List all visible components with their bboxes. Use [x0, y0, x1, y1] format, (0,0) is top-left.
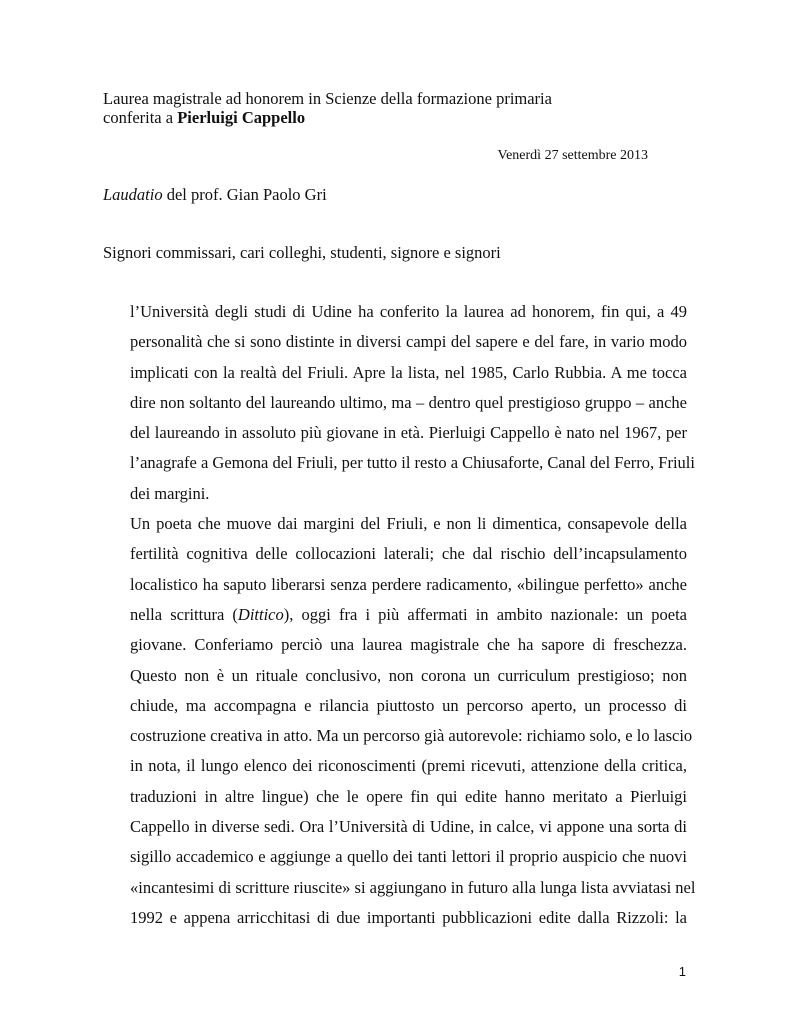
honoree-name: Pierluigi Cappello	[177, 108, 306, 127]
paragraph-2-line: giovane. Conferiamo perciò una laurea magistrale che ha sapore di freschezza.	[130, 635, 687, 655]
paragraph-2-line: 1992 e appena arricchitasi di due importanti pubblicazioni edite dalla Rizzoli: la	[130, 907, 687, 927]
document-title-line-1: Laurea magistrale ad honorem in Scienze della formazione primaria	[103, 89, 552, 108]
paragraph-2-line	[103, 600, 687, 630]
salutation: Signori commissari, cari colleghi, studenti, signore e signori	[103, 243, 501, 262]
paragraph-1-line: dire non soltanto del laureando ultimo, ma – dentro quel prestigioso gruppo – anche	[130, 392, 687, 412]
paragraph-2-line: fertilità cognitiva delle collocazioni laterali; che dal rischio dell’incapsulamento	[130, 544, 687, 564]
title-prefix: conferita a	[103, 108, 178, 127]
laudatio-heading	[103, 185, 327, 205]
page-number: 1	[678, 964, 686, 979]
paragraph-2-line: costruzione creativa in atto. Ma un percorso già autorevole: richiamo solo, e lo lascio	[130, 726, 693, 746]
paragraph-2-line: in nota, il lungo elenco dei riconoscimenti (premi ricevuti, attenzione della critica,	[130, 756, 687, 776]
line-segment: ), oggi fra i più affermati in ambito nazionale: un poeta	[283, 604, 687, 624]
paragraph-1-line: dei margini.	[130, 483, 210, 503]
paragraph-2-line: localistico ha saputo liberarsi senza perdere radicamento, «bilingue perfetto» anche	[130, 574, 687, 594]
document-date: Venerdì 27 settembre 2013	[497, 148, 648, 163]
paragraph-1-line: l’Università degli studi di Udine ha conferito la laurea ad honorem, fin qui, a 49	[130, 302, 687, 321]
paragraph-1-line: personalità che si sono distinte in diversi campi del sapere e del fare, in vario modo	[130, 332, 687, 352]
laudatio-word: Laudatio	[103, 185, 163, 204]
body-text	[103, 297, 696, 933]
paragraph-2-line: traduzioni in altre lingue) che le opere fin qui edite hanno meritato a Pierluigi	[130, 786, 687, 806]
paragraph-2-line: chiude, ma accompagna e rilancia piuttosto un percorso aperto, un processo di	[130, 695, 687, 715]
paragraph-2-line: «incantesimi di scritture riuscite» si aggiungano in futuro alla lunga lista avviatasi nel	[130, 877, 696, 897]
paragraph-2	[103, 509, 696, 933]
document-title-line-2	[103, 108, 305, 128]
paragraph-1-line: del laureando in assoluto più giovane in età. Pierluigi Cappello è nato nel 1967, per	[130, 423, 687, 443]
paragraph-1-line: l’anagrafe a Gemona del Friuli, per tutto il resto a Chiusaforte, Canal del Ferro, Friuli	[130, 453, 695, 473]
paragraph-2-line: Un poeta che muove dai margini del Friuli, e non li dimentica, consapevole della	[130, 514, 687, 534]
paragraph-2-line: sigillo accademico e aggiunge a quello dei tanti lettori il proprio auspicio che nuovi	[130, 847, 687, 867]
paragraph-2-line: Questo non è un rituale conclusivo, non corona un curriculum prestigioso; non	[130, 665, 687, 685]
paragraph-2-line: Cappello in diverse sedi. Ora l’Università di Udine, in calce, vi appone una sorta di	[130, 817, 687, 837]
laudatio-author: del prof. Gian Paolo Gri	[162, 185, 327, 204]
paragraph-1	[103, 297, 695, 509]
paragraph-1-line: implicati con la realtà del Friuli. Apre la lista, nel 1985, Carlo Rubbia. A me tocca	[130, 362, 687, 382]
line-segment: nella scrittura (	[130, 604, 238, 624]
book-title-dittico: Dittico	[237, 604, 284, 624]
